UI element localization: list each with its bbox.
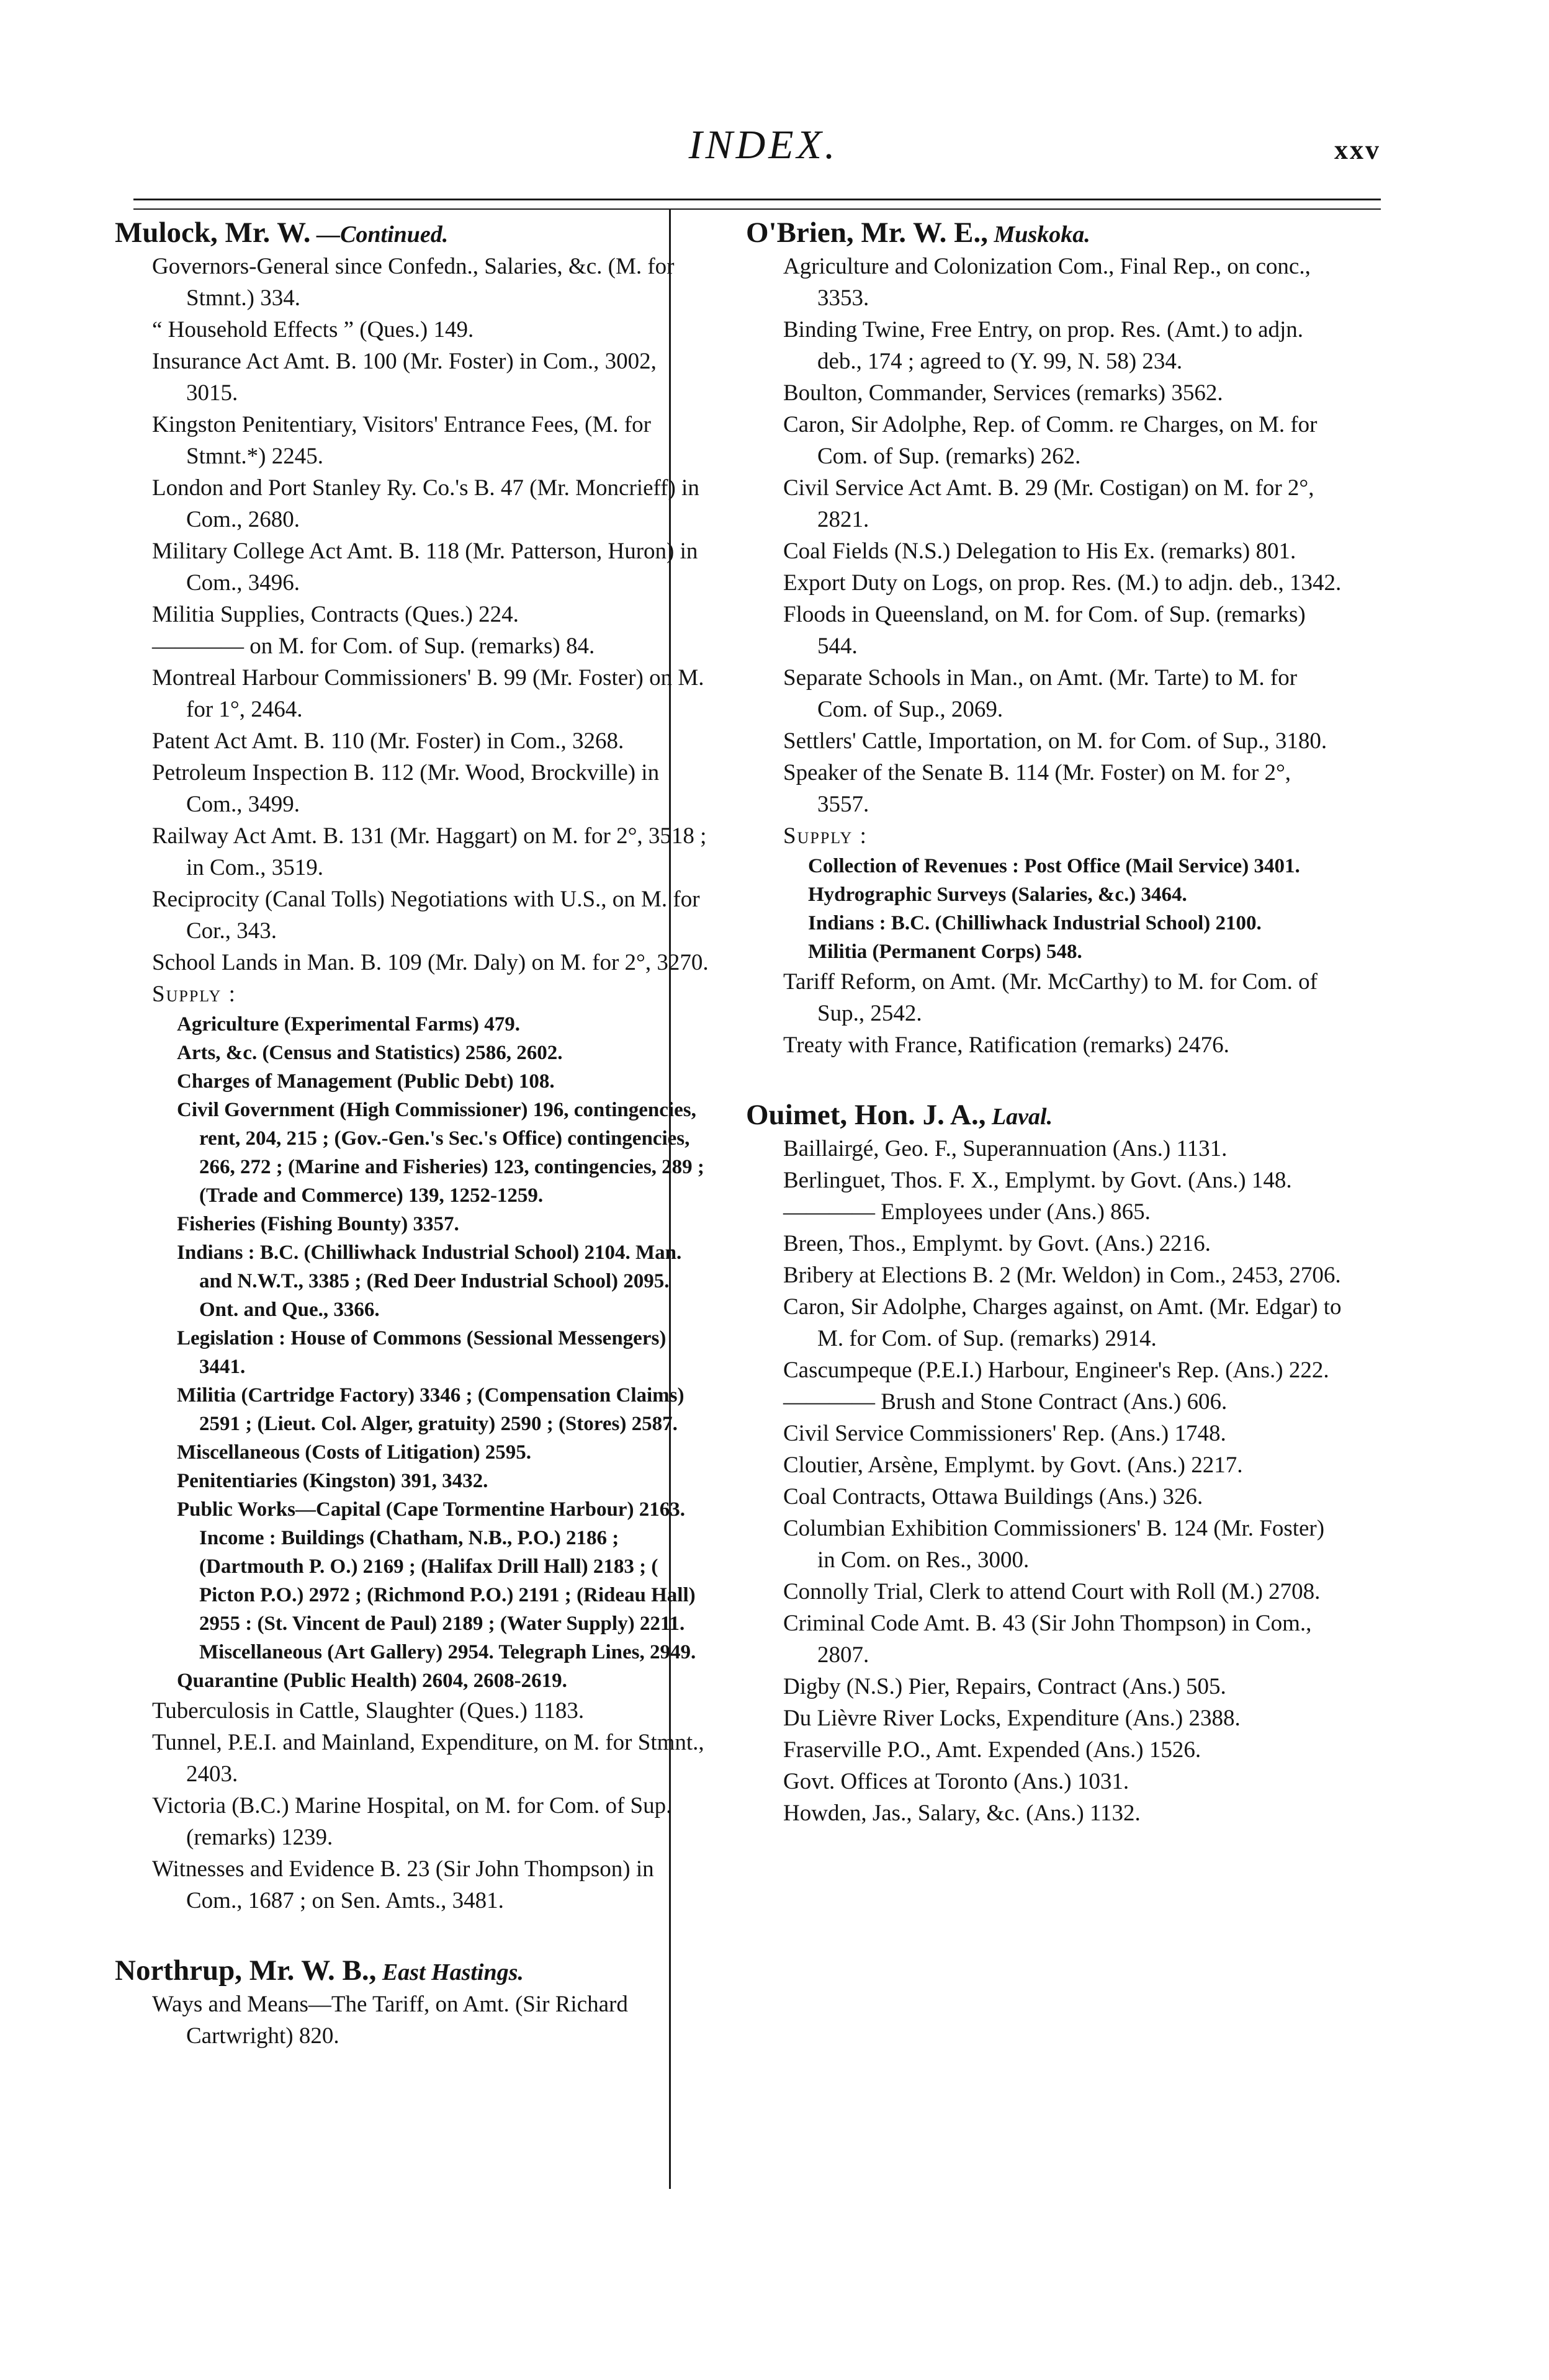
- supply-entry: Quarantine (Public Health) 2604, 2608-2619.: [177, 1670, 567, 1692]
- supply-entry: Public Works—Capital (Cape Tormentine Harbour) 2163. Income : Buildings (Chatham, N.B., P.O.) 2186 ; (Dartmouth P. O.) 2169 ; (Halifax Drill Hall) 2183 ; ( Picton P.O.) 2972 ; (Richmond P.O.) 2191 ; (Rideau Hall) 2955 : (St. Vincent de Paul) 2189 ; (Water Supply) 2211. Miscellaneous (Art Gallery) 2954. Telegraph Lines, 2949.: [177, 1498, 696, 1663]
- supply-entry: Legislation : House of Commons (Sessional Messengers) 3441.: [177, 1327, 667, 1378]
- index-entry: “ Household Effects ” (Ques.) 149.: [152, 317, 474, 342]
- right-column: [746, 217, 1342, 1829]
- supply-entry: Militia (Cartridge Factory) 3346 ; (Compensation Claims) 2591 ; (Lieut. Col. Alger, gratuity) 2590 ; (Stores) 2587.: [177, 1384, 685, 1435]
- index-entry: Govt. Offices at Toronto (Ans.) 1031.: [783, 1769, 1129, 1794]
- index-entry: Howden, Jas., Salary, &c. (Ans.) 1132.: [783, 1801, 1141, 1826]
- section-gap: [746, 1061, 1342, 1099]
- index-entry: Coal Fields (N.S.) Delegation to His Ex. (remarks) 801.: [783, 539, 1296, 564]
- index-entry: Reciprocity (Canal Tolls) Negotiations with U.S., on M. for Cor., 343.: [152, 887, 700, 944]
- supply-label: Supply :: [152, 982, 236, 1007]
- index-entry: Criminal Code Amt. B. 43 (Sir John Thompson) in Com., 2807.: [783, 1611, 1312, 1668]
- index-entry: Columbian Exhibition Commissioners' B. 124 (Mr. Foster) in Com. on Res., 3000.: [783, 1516, 1325, 1573]
- page-title: INDEX.: [688, 122, 838, 168]
- index-entry: Caron, Sir Adolphe, Rep. of Comm. re Charges, on M. for Com. of Sup. (remarks) 262.: [783, 412, 1318, 469]
- index-entry: Petroleum Inspection B. 112 (Mr. Wood, Brockville) in Com., 3499.: [152, 760, 660, 817]
- page-number: xxv: [1334, 135, 1381, 165]
- heading-suffix: Muskoka.: [987, 221, 1090, 248]
- index-entry: Caron, Sir Adolphe, Charges against, on Amt. (Mr. Edgar) to M. for Com. of Sup. (remarks) 2914.: [783, 1294, 1342, 1351]
- index-entry: Berlinguet, Thos. F. X., Emplymt. by Govt. (Ans.) 148.: [783, 1168, 1292, 1193]
- supply-entry: Charges of Management (Public Debt) 108.: [177, 1070, 555, 1093]
- index-entry: Civil Service Act Amt. B. 29 (Mr. Costigan) on M. for 2°, 2821.: [783, 475, 1314, 532]
- index-entry: Export Duty on Logs, on prop. Res. (M.) to adjn. deb., 1342.: [783, 570, 1342, 596]
- index-entry: ———— on M. for Com. of Sup. (remarks) 84.: [152, 633, 595, 659]
- index-entry: Tunnel, P.E.I. and Mainland, Expenditure, on M. for Stmnt., 2403.: [152, 1730, 704, 1787]
- index-entry: Cascumpeque (P.E.I.) Harbour, Engineer's Rep. (Ans.) 222.: [783, 1358, 1329, 1383]
- index-entry: Speaker of the Senate B. 114 (Mr. Foster) on M. for 2°, 3557.: [783, 760, 1291, 817]
- heading-name: Ouimet, Hon. J. A.,: [746, 1099, 986, 1131]
- header-rule-bottom: [133, 208, 1381, 210]
- index-entry: Breen, Thos., Emplymt. by Govt. (Ans.) 2216.: [783, 1231, 1211, 1256]
- heading-name: Northrup, Mr. W. B.,: [115, 1954, 377, 1987]
- supply-entry: Hydrographic Surveys (Salaries, &c.) 3464.: [808, 884, 1187, 906]
- section-gap: [115, 1917, 711, 1955]
- index-entry: Floods in Queensland, on M. for Com. of Sup. (remarks) 544.: [783, 602, 1306, 659]
- index-entry: School Lands in Man. B. 109 (Mr. Daly) on M. for 2°, 3270.: [152, 950, 709, 975]
- index-entry: Settlers' Cattle, Importation, on M. for Com. of Sup., 3180.: [783, 728, 1327, 754]
- index-heading: [115, 1955, 711, 1989]
- index-entry: Coal Contracts, Ottawa Buildings (Ans.) 326.: [783, 1484, 1203, 1510]
- supply-entry: Militia (Permanent Corps) 548.: [808, 941, 1082, 963]
- heading-suffix: East Hastings.: [376, 1959, 524, 1985]
- heading-suffix: Laval.: [986, 1104, 1053, 1130]
- supply-entry: Collection of Revenues : Post Office (Mail Service) 3401.: [808, 855, 1300, 877]
- index-entry: Boulton, Commander, Services (remarks) 3562.: [783, 380, 1223, 406]
- header-rule-top: [133, 199, 1381, 200]
- index-entry: Victoria (B.C.) Marine Hospital, on M. for Com. of Sup. (remarks) 1239.: [152, 1793, 672, 1850]
- index-entry: Connolly Trial, Clerk to attend Court with Roll (M.) 2708.: [783, 1579, 1321, 1604]
- index-entry: ———— Employees under (Ans.) 865.: [783, 1199, 1151, 1225]
- index-entry: Tariff Reform, on Amt. (Mr. McCarthy) to M. for Com. of Sup., 2542.: [783, 969, 1318, 1026]
- index-entry: Montreal Harbour Commissioners' B. 99 (Mr. Foster) on M. for 1°, 2464.: [152, 665, 704, 722]
- index-entry: Baillairgé, Geo. F., Superannuation (Ans.) 1131.: [783, 1136, 1228, 1161]
- index-entry: Digby (N.S.) Pier, Repairs, Contract (Ans.) 505.: [783, 1674, 1226, 1699]
- supply-label: Supply :: [783, 823, 868, 849]
- heading-name: O'Brien, Mr. W. E.,: [746, 217, 988, 249]
- index-entry: Separate Schools in Man., on Amt. (Mr. Tarte) to M. for Com. of Sup., 2069.: [783, 665, 1298, 722]
- index-entry: Witnesses and Evidence B. 23 (Sir John Thompson) in Com., 1687 ; on Sen. Amts., 3481.: [152, 1856, 654, 1913]
- index-entry: Railway Act Amt. B. 131 (Mr. Haggart) on M. for 2°, 3518 ; in Com., 3519.: [152, 823, 707, 880]
- supply-entry: Agriculture (Experimental Farms) 479.: [177, 1013, 520, 1036]
- index-entry: London and Port Stanley Ry. Co.'s B. 47 (Mr. Moncrieff) in Com., 2680.: [152, 475, 699, 532]
- index-entry: Bribery at Elections B. 2 (Mr. Weldon) in Com., 2453, 2706.: [783, 1263, 1341, 1288]
- index-entry: Du Lièvre River Locks, Expenditure (Ans.) 2388.: [783, 1706, 1241, 1731]
- supply-entry: Miscellaneous (Costs of Litigation) 2595.: [177, 1441, 532, 1464]
- index-entry: Fraserville P.O., Amt. Expended (Ans.) 1526.: [783, 1737, 1201, 1763]
- index-entry: Tuberculosis in Cattle, Slaughter (Ques.) 1183.: [152, 1698, 585, 1724]
- index-entry: Insurance Act Amt. B. 100 (Mr. Foster) in Com., 3002, 3015.: [152, 349, 657, 406]
- index-entry: Agriculture and Colonization Com., Final Rep., on conc., 3353.: [783, 254, 1311, 311]
- index-heading: [746, 1099, 1342, 1133]
- index-entry: ———— Brush and Stone Contract (Ans.) 606.: [783, 1389, 1228, 1415]
- index-heading: [746, 217, 1342, 251]
- index-heading: [115, 217, 711, 251]
- supply-entry: Fisheries (Fishing Bounty) 3357.: [177, 1213, 459, 1235]
- index-entry: Civil Service Commissioners' Rep. (Ans.) 1748.: [783, 1421, 1226, 1446]
- left-column: [115, 217, 711, 2052]
- index-entry: Militia Supplies, Contracts (Ques.) 224.: [152, 602, 519, 627]
- heading-name: Mulock, Mr. W.: [115, 217, 311, 249]
- index-entry: Patent Act Amt. B. 110 (Mr. Foster) in Com., 3268.: [152, 728, 624, 754]
- supply-entry: Indians : B.C. (Chilliwhack Industrial School) 2100.: [808, 912, 1262, 934]
- supply-entry: Penitentiaries (Kingston) 391, 3432.: [177, 1470, 488, 1492]
- index-entry: Ways and Means—The Tariff, on Amt. (Sir Richard Cartwright) 820.: [152, 1992, 628, 2049]
- supply-entry: Arts, &c. (Census and Statistics) 2586, 2602.: [177, 1042, 563, 1064]
- index-entry: Binding Twine, Free Entry, on prop. Res. (Amt.) to adjn. deb., 174 ; agreed to (Y. 99, N. 58) 234.: [783, 317, 1304, 374]
- index-entry: Cloutier, Arsène, Emplymt. by Govt. (Ans.) 2217.: [783, 1452, 1243, 1478]
- heading-suffix: —Continued.: [310, 221, 449, 248]
- supply-entry: Civil Government (High Commissioner) 196, contingencies, rent, 204, 215 ; (Gov.-Gen.'s Sec.'s Office) contingencies, 266, 272 ; (Marine and Fisheries) 123, contingencies, 289 ; (Trade and Commerce) 139, 1252-1259.: [177, 1099, 704, 1207]
- index-entry: Treaty with France, Ratification (remarks) 2476.: [783, 1032, 1229, 1058]
- index-entry: Military College Act Amt. B. 118 (Mr. Patterson, Huron) in Com., 3496.: [152, 539, 698, 596]
- index-entry: Kingston Penitentiary, Visitors' Entrance Fees, (M. for Stmnt.*) 2245.: [152, 412, 651, 469]
- index-entry: Governors-General since Confedn., Salaries, &c. (M. for Stmnt.) 334.: [152, 254, 675, 311]
- supply-entry: Indians : B.C. (Chilliwhack Industrial School) 2104. Man. and N.W.T., 3385 ; (Red Deer Industrial School) 2095. Ont. and Que., 3366.: [177, 1241, 682, 1321]
